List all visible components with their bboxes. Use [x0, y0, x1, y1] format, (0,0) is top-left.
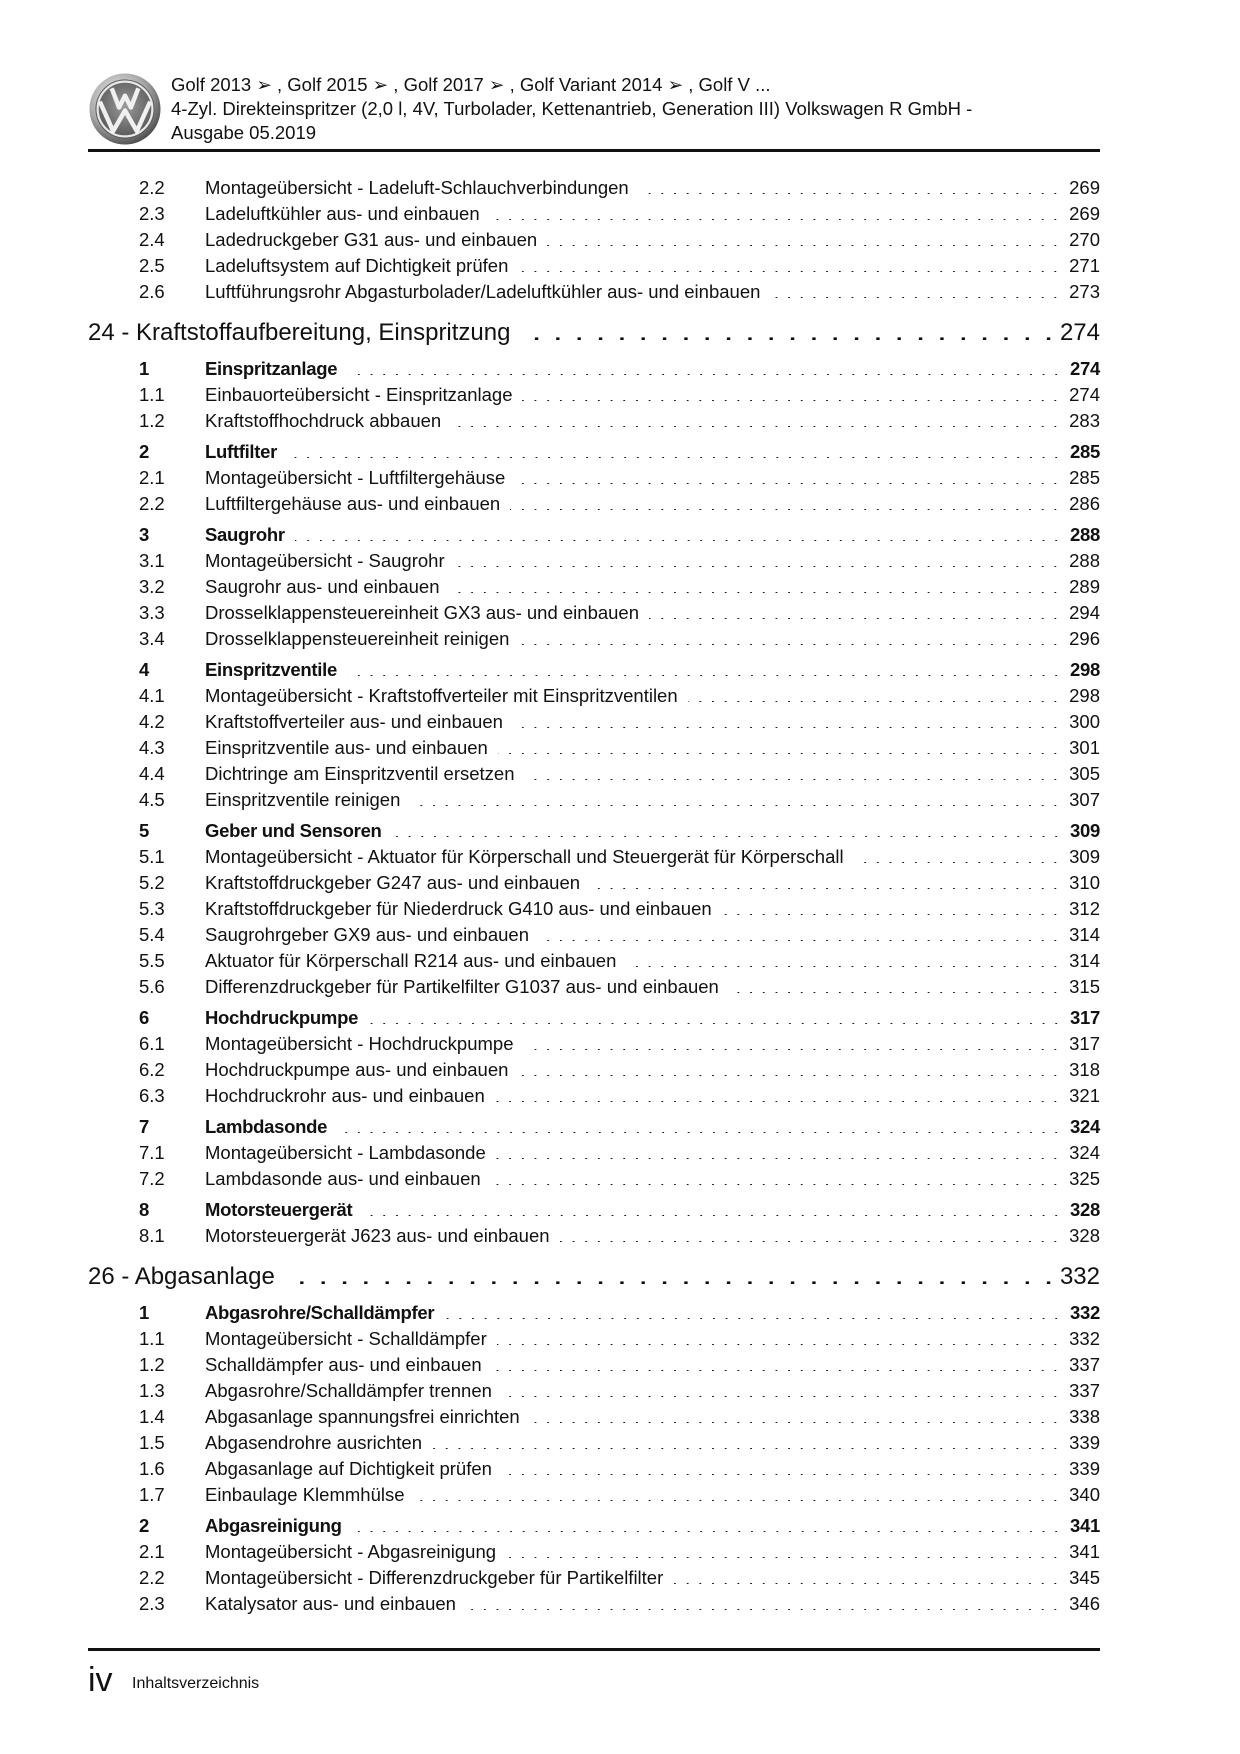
- toc-title: Schalldämpfer aus- und einbauen: [205, 1352, 492, 1378]
- toc-page-number: 341: [1059, 1539, 1100, 1565]
- toc-section[interactable]: [139, 1114, 1100, 1140]
- dot-leader: [410, 788, 1059, 807]
- toc-number: 4.3: [139, 737, 165, 758]
- toc-entry[interactable]: [139, 787, 1100, 813]
- toc-entry[interactable]: [139, 761, 1100, 787]
- toc-entry[interactable]: [139, 1223, 1100, 1249]
- toc-number: 1.1: [139, 1328, 165, 1349]
- toc-number: 6.2: [139, 1059, 165, 1080]
- toc-title: Abgasrohre/Schalldämpfer trennen: [205, 1378, 502, 1404]
- toc-title: Montageübersicht - Saugrohr: [205, 548, 455, 574]
- toc-section[interactable]: [139, 1513, 1100, 1539]
- dot-leader: [497, 1327, 1059, 1346]
- toc-title: Drosselklappensteuereinheit reinigen: [205, 626, 519, 652]
- toc-section[interactable]: [139, 439, 1100, 465]
- toc-title: Hochdruckpumpe: [205, 1005, 368, 1031]
- toc-page-number: 305: [1059, 761, 1100, 787]
- dot-leader: [513, 710, 1059, 729]
- dot-leader: [522, 383, 1059, 402]
- dot-leader: [496, 1141, 1059, 1160]
- dot-leader: [444, 1301, 1060, 1320]
- toc-number: 1.5: [139, 1432, 165, 1453]
- toc-entry[interactable]: [139, 279, 1100, 305]
- toc-page-number: 296: [1059, 626, 1100, 652]
- toc-section[interactable]: [139, 1197, 1100, 1223]
- toc-page-number: 328: [1059, 1223, 1100, 1249]
- toc-title: Einbauorteübersicht - Einspritzanlage: [205, 382, 522, 408]
- toc-title: 24 - Kraftstoffaufbereitung, Einspritzung: [88, 315, 520, 351]
- toc-title: Ladedruckgeber G31 aus- und einbauen: [205, 227, 547, 253]
- toc-number: 7.1: [139, 1142, 165, 1163]
- toc-title: Ladeluftkühler aus- und einbauen: [205, 201, 490, 227]
- toc-page-number: 324: [1060, 1114, 1100, 1140]
- toc-number: 2: [139, 441, 149, 462]
- dot-leader: [510, 492, 1059, 511]
- dot-leader: [673, 1566, 1059, 1585]
- toc-number: 7: [139, 1116, 149, 1137]
- toc-number: 8: [139, 1199, 149, 1220]
- toc-page-number: 294: [1059, 600, 1100, 626]
- toc-title: Montageübersicht - Aktuator für Körperschall und Steuergerät für Körperschall: [205, 844, 854, 870]
- toc-title: Luftführungsrohr Abgasturbolader/Ladeluftkühler aus- und einbauen: [205, 279, 770, 305]
- toc-title: Einspritzanlage: [205, 356, 347, 382]
- toc-chapter[interactable]: [88, 1259, 1100, 1295]
- toc-title: Abgasendrohre ausrichten: [205, 1430, 432, 1456]
- toc-title: Differenzdruckgeber für Partikelfilter G1037 aus- und einbauen: [205, 974, 729, 1000]
- toc-number: 2.2: [139, 177, 165, 198]
- toc-page-number: 269: [1059, 175, 1100, 201]
- toc-title: Lambdasonde aus- und einbauen: [205, 1166, 491, 1192]
- toc-page-number: 273: [1059, 279, 1100, 305]
- dot-leader: [451, 409, 1059, 428]
- dot-leader: [415, 1483, 1060, 1502]
- toc-entry[interactable]: [139, 227, 1100, 253]
- toc-page-number: 269: [1059, 201, 1100, 227]
- toc-page-number: 324: [1059, 1140, 1100, 1166]
- toc-number: 1.2: [139, 410, 165, 431]
- toc-number: 3: [139, 524, 149, 545]
- toc-entry[interactable]: [139, 1057, 1100, 1083]
- toc-page-number: 321: [1059, 1083, 1100, 1109]
- dot-leader: [368, 1006, 1060, 1025]
- toc-number: 6: [139, 1007, 149, 1028]
- toc-number: 1: [139, 358, 149, 379]
- toc-page-number: 288: [1059, 548, 1100, 574]
- toc-title: Lambdasonde: [205, 1114, 337, 1140]
- dot-leader: [450, 575, 1060, 594]
- dot-leader: [455, 549, 1060, 568]
- toc-entry[interactable]: [139, 922, 1100, 948]
- dot-leader: [352, 1514, 1060, 1533]
- toc-page-number: 346: [1059, 1591, 1100, 1617]
- toc-page-number: 337: [1059, 1378, 1100, 1404]
- dot-leader: [722, 897, 1059, 916]
- toc-page-number: 314: [1059, 922, 1100, 948]
- dot-leader: [626, 949, 1059, 968]
- toc-title: Geber und Sensoren: [205, 818, 392, 844]
- toc-entry[interactable]: [139, 1140, 1100, 1166]
- toc-entry[interactable]: [139, 735, 1100, 761]
- toc-title: Saugrohr: [205, 522, 295, 548]
- toc-number: 5.5: [139, 950, 165, 971]
- dot-leader: [495, 1084, 1059, 1103]
- toc-entry[interactable]: [139, 1565, 1100, 1591]
- toc-entry[interactable]: [139, 465, 1100, 491]
- dot-leader: [347, 357, 1060, 376]
- toc-title: Einspritzventile: [205, 657, 347, 683]
- toc-page-number: 285: [1060, 439, 1100, 465]
- toc-number: 6.3: [139, 1085, 165, 1106]
- toc-number: 1.2: [139, 1354, 165, 1375]
- footer-page-number: iv: [88, 1661, 113, 1699]
- toc-page-number: 285: [1059, 465, 1100, 491]
- toc-number: 4: [139, 659, 149, 680]
- toc-entry[interactable]: [139, 1378, 1100, 1404]
- dot-leader: [729, 975, 1059, 994]
- dot-leader: [539, 923, 1059, 942]
- toc-entry[interactable]: [139, 974, 1100, 1000]
- toc-number: 5.1: [139, 846, 165, 867]
- dot-leader: [854, 845, 1060, 864]
- toc-entry[interactable]: [139, 491, 1100, 517]
- toc-title: Kraftstoffverteiler aus- und einbauen: [205, 709, 513, 735]
- toc-title: Motorsteuergerät: [205, 1197, 362, 1223]
- header-edition: Ausgabe 05.2019: [171, 122, 317, 143]
- toc-title: Hochdruckrohr aus- und einbauen: [205, 1083, 495, 1109]
- toc-page-number: 328: [1060, 1197, 1100, 1223]
- toc-page-number: 300: [1059, 709, 1100, 735]
- toc-title: Aktuator für Körperschall R214 aus- und einbauen: [205, 948, 626, 974]
- toc-page-number: 339: [1059, 1430, 1100, 1456]
- toc-number: 1: [139, 1302, 149, 1323]
- dot-leader: [560, 1224, 1060, 1243]
- toc-title: Hochdruckpumpe aus- und einbauen: [205, 1057, 518, 1083]
- toc-page-number: 312: [1059, 896, 1100, 922]
- toc-number: 5.2: [139, 872, 165, 893]
- toc-entry[interactable]: [139, 870, 1100, 896]
- toc-title: Montageübersicht - Luftfiltergehäuse: [205, 465, 515, 491]
- toc-entry[interactable]: [139, 382, 1100, 408]
- header-divider: [88, 149, 1100, 152]
- toc-page-number: 298: [1059, 683, 1100, 709]
- toc-number: 4.2: [139, 711, 165, 732]
- toc-title: Luftfiltergehäuse aus- und einbauen: [205, 491, 510, 517]
- dot-leader: [295, 523, 1060, 542]
- toc-number: 2.1: [139, 467, 165, 488]
- toc-title: Abgasrohre/Schalldämpfer: [205, 1300, 444, 1326]
- toc-number: 3.1: [139, 550, 165, 571]
- dot-leader: [490, 202, 1059, 221]
- toc-entry[interactable]: [139, 1031, 1100, 1057]
- toc-page-number: 340: [1059, 1482, 1100, 1508]
- toc-title: Montageübersicht - Abgasreinigung: [205, 1539, 506, 1565]
- toc-number: 1.6: [139, 1458, 165, 1479]
- dot-leader: [515, 466, 1059, 485]
- toc-number: 1.3: [139, 1380, 165, 1401]
- dot-leader: [520, 316, 1055, 340]
- toc-page-number: 310: [1059, 870, 1100, 896]
- dot-leader: [492, 1353, 1059, 1372]
- toc-title: Montageübersicht - Differenzdruckgeber für Partikelfilter: [205, 1565, 673, 1591]
- toc-title: Montageübersicht - Ladeluft-Schlauchverbindungen: [205, 175, 639, 201]
- toc-title: Montageübersicht - Lambdasonde: [205, 1140, 496, 1166]
- dot-leader: [639, 176, 1059, 195]
- toc-title: Kraftstoffdruckgeber G247 aus- und einbauen: [205, 870, 590, 896]
- toc-title: Saugrohr aus- und einbauen: [205, 574, 450, 600]
- toc-page-number: 341: [1060, 1513, 1100, 1539]
- dot-leader: [547, 228, 1059, 247]
- toc-title: Drosselklappensteuereinheit GX3 aus- und einbauen: [205, 600, 649, 626]
- toc-title: Montageübersicht - Hochdruckpumpe: [205, 1031, 524, 1057]
- toc-page-number: 283: [1059, 408, 1100, 434]
- dot-leader: [524, 1032, 1060, 1051]
- toc-entry[interactable]: [139, 548, 1100, 574]
- toc-number: 1.4: [139, 1406, 165, 1427]
- toc-entry[interactable]: [139, 896, 1100, 922]
- toc-number: 2.3: [139, 1593, 165, 1614]
- toc-entry[interactable]: [139, 1326, 1100, 1352]
- toc-number: 3.4: [139, 628, 165, 649]
- toc-entry[interactable]: [139, 408, 1100, 434]
- table-of-contents: [88, 175, 1100, 1617]
- toc-entry[interactable]: [139, 1083, 1100, 1109]
- toc-number: 4.4: [139, 763, 165, 784]
- dot-leader: [506, 1540, 1059, 1559]
- toc-entry[interactable]: [139, 574, 1100, 600]
- toc-page-number: 301: [1059, 735, 1100, 761]
- toc-number: 3.3: [139, 602, 165, 623]
- toc-title: Montageübersicht - Schalldämpfer: [205, 1326, 497, 1352]
- toc-title: Abgasreinigung: [205, 1513, 352, 1539]
- toc-page-number: 338: [1059, 1404, 1100, 1430]
- toc-page-number: 274: [1060, 356, 1100, 382]
- toc-page-number: 309: [1060, 818, 1100, 844]
- toc-entry[interactable]: [139, 1430, 1100, 1456]
- toc-entry[interactable]: [139, 1591, 1100, 1617]
- toc-title: Einbaulage Klemmhülse: [205, 1482, 415, 1508]
- toc-page-number: 317: [1060, 1005, 1100, 1031]
- toc-entry[interactable]: [139, 201, 1100, 227]
- toc-section[interactable]: [139, 356, 1100, 382]
- toc-section[interactable]: [139, 1005, 1100, 1031]
- toc-number: 2.1: [139, 1541, 165, 1562]
- toc-entry[interactable]: [139, 948, 1100, 974]
- toc-number: 2.4: [139, 229, 165, 250]
- dot-leader: [491, 1167, 1059, 1186]
- toc-title: Kraftstoffdruckgeber für Niederdruck G410 aus- und einbauen: [205, 896, 722, 922]
- toc-page-number: 332: [1056, 1259, 1100, 1295]
- toc-title: Abgasanlage auf Dichtigkeit prüfen: [205, 1456, 502, 1482]
- toc-title: Einspritzventile aus- und einbauen: [205, 735, 498, 761]
- toc-number: 2.6: [139, 281, 165, 302]
- toc-entry[interactable]: [139, 683, 1100, 709]
- toc-title: Ladeluftsystem auf Dichtigkeit prüfen: [205, 253, 518, 279]
- header-models: Golf 2013 ➢ , Golf 2015 ➢ , Golf 2017 ➢ , Golf Variant 2014 ➢ , Golf V ...: [171, 74, 771, 95]
- toc-page-number: 345: [1059, 1565, 1100, 1591]
- toc-number: 3.2: [139, 576, 165, 597]
- toc-number: 5.3: [139, 898, 165, 919]
- toc-page-number: 274: [1056, 315, 1100, 351]
- toc-number: 5.4: [139, 924, 165, 945]
- toc-page-number: 271: [1059, 253, 1100, 279]
- toc-entry[interactable]: [139, 175, 1100, 201]
- toc-number: 4.5: [139, 789, 165, 810]
- toc-number: 5: [139, 820, 149, 841]
- header-text: [171, 73, 972, 145]
- toc-title: Abgasanlage spannungsfrei einrichten: [205, 1404, 530, 1430]
- toc-page-number: 317: [1059, 1031, 1100, 1057]
- toc-title: 26 - Abgasanlage: [88, 1259, 285, 1295]
- toc-entry[interactable]: [139, 844, 1100, 870]
- dot-leader: [518, 254, 1059, 273]
- toc-page-number: 286: [1059, 491, 1100, 517]
- toc-page-number: 332: [1060, 1300, 1100, 1326]
- toc-entry[interactable]: [139, 1539, 1100, 1565]
- toc-number: 4.1: [139, 685, 165, 706]
- dot-leader: [502, 1379, 1059, 1398]
- dot-leader: [362, 1198, 1060, 1217]
- toc-entry[interactable]: [139, 1482, 1100, 1508]
- toc-number: 2.5: [139, 255, 165, 276]
- toc-title: Dichtringe am Einspritzventil ersetzen: [205, 761, 525, 787]
- toc-number: 6.1: [139, 1033, 165, 1054]
- toc-page-number: 298: [1060, 657, 1100, 683]
- toc-page-number: 274: [1059, 382, 1100, 408]
- toc-entry[interactable]: [139, 626, 1100, 652]
- dot-leader: [502, 1457, 1059, 1476]
- toc-entry[interactable]: [139, 709, 1100, 735]
- toc-entry[interactable]: [139, 1352, 1100, 1378]
- toc-number: 7.2: [139, 1168, 165, 1189]
- toc-section[interactable]: [139, 522, 1100, 548]
- toc-number: 2: [139, 1515, 149, 1536]
- toc-title: Motorsteuergerät J623 aus- und einbauen: [205, 1223, 560, 1249]
- dot-leader: [519, 627, 1059, 646]
- toc-entry[interactable]: [139, 1456, 1100, 1482]
- toc-entry[interactable]: [139, 1404, 1100, 1430]
- toc-entry[interactable]: [139, 600, 1100, 626]
- toc-page-number: 339: [1059, 1456, 1100, 1482]
- toc-page-number: 309: [1059, 844, 1100, 870]
- toc-page-number: 270: [1059, 227, 1100, 253]
- dot-leader: [688, 684, 1059, 703]
- toc-number: 1.1: [139, 384, 165, 405]
- footer-divider: [88, 1648, 1100, 1651]
- dot-leader: [347, 658, 1060, 677]
- dot-leader: [432, 1431, 1059, 1450]
- toc-number: 2.3: [139, 203, 165, 224]
- toc-number: 8.1: [139, 1225, 165, 1246]
- page-header: [88, 68, 1100, 152]
- toc-title: Luftfilter: [205, 439, 287, 465]
- toc-number: 5.6: [139, 976, 165, 997]
- toc-page-number: 289: [1059, 574, 1100, 600]
- toc-number: 2.2: [139, 1567, 165, 1588]
- dot-leader: [530, 1405, 1059, 1424]
- volkswagen-logo-icon: [88, 72, 162, 146]
- toc-page-number: 307: [1059, 787, 1100, 813]
- toc-title: Einspritzventile reinigen: [205, 787, 410, 813]
- toc-section[interactable]: [139, 818, 1100, 844]
- dot-leader: [649, 601, 1059, 620]
- toc-section[interactable]: [139, 1300, 1100, 1326]
- toc-entry[interactable]: [139, 1166, 1100, 1192]
- dot-leader: [287, 440, 1060, 459]
- dot-leader: [770, 280, 1059, 299]
- toc-page-number: 325: [1059, 1166, 1100, 1192]
- toc-page-number: 314: [1059, 948, 1100, 974]
- footer-label: Inhaltsverzeichnis: [132, 1675, 260, 1692]
- toc-chapter[interactable]: [88, 315, 1100, 351]
- dot-leader: [590, 871, 1059, 890]
- dot-leader: [498, 736, 1059, 755]
- toc-title: Montageübersicht - Kraftstoffverteiler mit Einspritzventilen: [205, 683, 688, 709]
- toc-page-number: 315: [1059, 974, 1100, 1000]
- toc-title: Katalysator aus- und einbauen: [205, 1591, 466, 1617]
- header-engine: 4-Zyl. Direkteinspritzer (2,0 l, 4V, Turbolader, Kettenantrieb, Generation III) Volkswagen R GmbH -: [171, 98, 973, 119]
- toc-page-number: 337: [1059, 1352, 1100, 1378]
- dot-leader: [337, 1115, 1060, 1134]
- toc-page-number: 288: [1060, 522, 1100, 548]
- toc-entry[interactable]: [139, 253, 1100, 279]
- toc-page-number: 332: [1059, 1326, 1100, 1352]
- toc-title: Kraftstoffhochdruck abbauen: [205, 408, 451, 434]
- dot-leader: [518, 1058, 1059, 1077]
- dot-leader: [392, 819, 1060, 838]
- toc-title: Saugrohrgeber GX9 aus- und einbauen: [205, 922, 539, 948]
- toc-section[interactable]: [139, 657, 1100, 683]
- dot-leader: [466, 1592, 1059, 1611]
- dot-leader: [525, 762, 1060, 781]
- dot-leader: [285, 1260, 1056, 1284]
- toc-number: 2.2: [139, 493, 165, 514]
- toc-number: 1.7: [139, 1484, 165, 1505]
- toc-page-number: 318: [1059, 1057, 1100, 1083]
